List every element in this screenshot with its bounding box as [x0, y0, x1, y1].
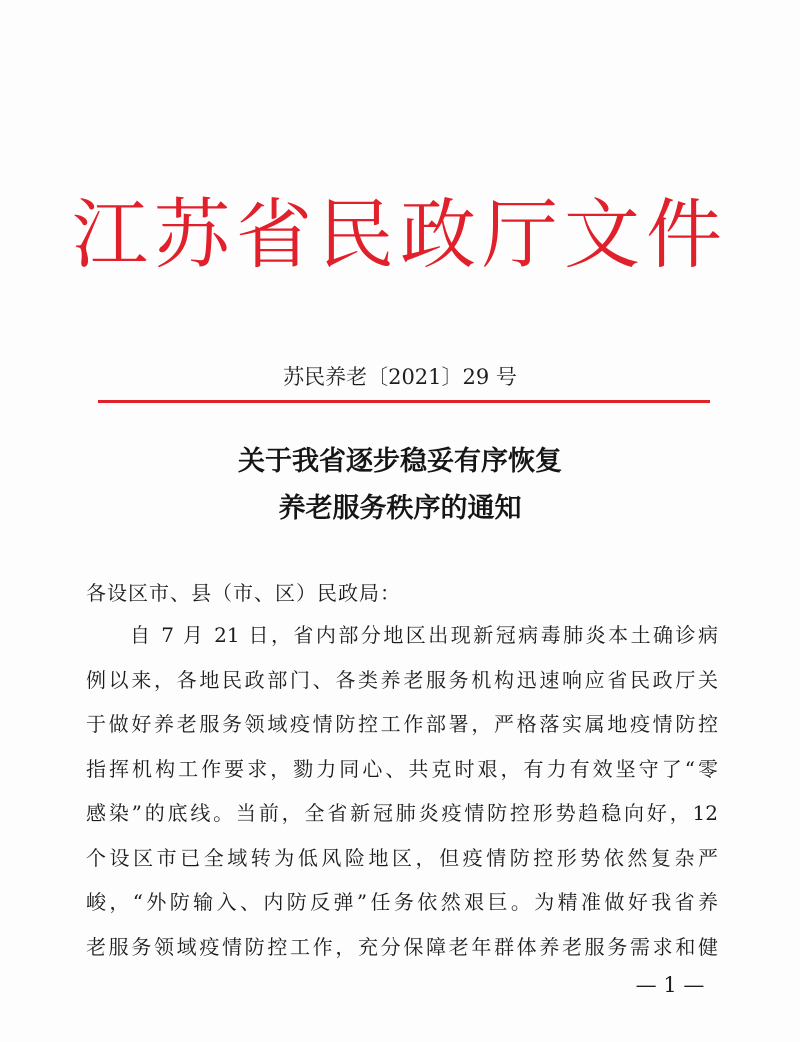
page-number: — 1 —	[635, 973, 705, 997]
body-line: 个设区市已全域转为低风险地区，但疫情防控形势依然复杂严	[86, 845, 718, 870]
notice-title	[0, 438, 800, 532]
body-line: 峻，“外防输入、内防反弹”任务依然艰巨。为精准做好我省养	[86, 890, 718, 914]
document-number: 苏民养老〔2021〕29 号	[283, 365, 517, 389]
body-line: 老服务领域疫情防控工作，充分保障老年群体养老服务需求和健	[86, 934, 718, 959]
notice-title-line-2: 养老服务秩序的通知	[278, 493, 522, 524]
body-line: 自 7 月 21 日，省内部分地区出现新冠病毒肺炎本土确诊病	[130, 623, 718, 647]
masthead-title: 江苏省民政厅文件	[72, 190, 728, 279]
body-paragraph	[86, 613, 718, 969]
red-separator-line	[98, 400, 710, 403]
body-line: 于做好养老服务领域疫情防控工作部署，严格落实属地疫情防控	[86, 712, 718, 736]
body-line: 感染”的底线。当前，全省新冠肺炎疫情防控形势趋稳向好，12	[86, 801, 718, 825]
body-line: 指挥机构工作要求，勠力同心、共克时艰，有力有效坚守了“零	[86, 756, 718, 781]
body-line: 例以来，各地民政部门、各类养老服务机构迅速响应省民政厅关	[86, 667, 718, 692]
salutation: 各设区市、县（市、区）民政局：	[86, 581, 401, 605]
notice-title-line-1: 关于我省逐步稳妥有序恢复	[238, 446, 562, 477]
